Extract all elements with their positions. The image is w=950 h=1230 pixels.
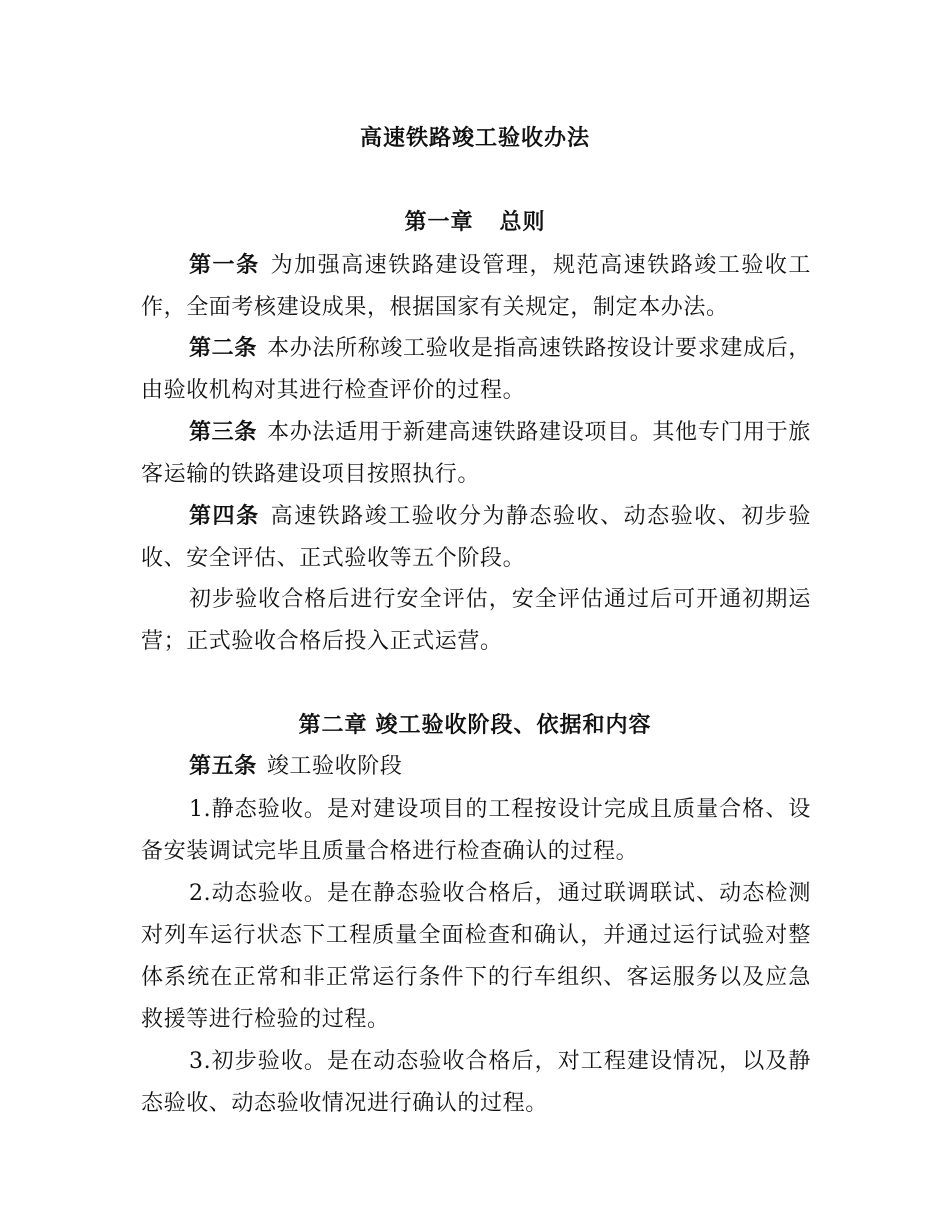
list-item-static-acceptance: 1.静态验收。是对建设项目的工程按设计完成且质量合格、设备安装调试完毕且质量合格进行检查确认的过程。 <box>141 797 811 864</box>
chapter-2-name: 竣工验收阶段、依据和内容 <box>375 712 652 738</box>
article-4-text: 高速铁路竣工验收分为静态验收、动态验收、初步验收、安全评估、正式验收等五个阶段。 <box>141 504 811 571</box>
chapter-1-label: 第一章 <box>404 209 474 235</box>
article-2-text: 本办法所称竣工验收是指高速铁路按设计要求建成后，由验收机构对其进行检查评价的过程。 <box>141 336 811 403</box>
chapter-1-heading <box>0 205 950 236</box>
article-4-paragraph: 初步验收合格后进行安全评估，安全评估通过后可开通初期运营；正式验收合格后投入正式运营。 <box>141 587 811 654</box>
article-2 <box>141 327 811 412</box>
article-5 <box>141 745 811 788</box>
article-2-label: 第二条 <box>189 335 257 361</box>
article-3-label: 第三条 <box>189 419 257 445</box>
article-4 <box>141 495 811 580</box>
chapter-2-label: 第二章 <box>298 712 368 738</box>
document-title: 高速铁路竣工验收办法 <box>359 125 590 151</box>
list-item-preliminary-acceptance: 3.初步验收。是在动态验收合格后，对工程建设情况，以及静态验收、动态验收情况进行确认的过程。 <box>141 1049 811 1116</box>
list-item-dynamic-acceptance: 2.动态验收。是在静态验收合格后，通过联调联试、动态检测对列车运行状态下工程质量全面检查和确认，并通过运行试验对整体系统在正常和非正常运行条件下的行车组织、客运服务以及应急救援等进行检验的过程。 <box>141 881 811 1032</box>
article-1 <box>141 244 811 329</box>
chapter-1-name: 总则 <box>499 209 546 235</box>
article-5-text: 竣工验收阶段 <box>266 754 403 779</box>
article-4-label: 第四条 <box>189 503 260 529</box>
chapter-2-heading <box>0 708 950 739</box>
article-5-label: 第五条 <box>189 753 257 779</box>
article-3 <box>141 411 811 496</box>
article-3-text: 本办法适用于新建高速铁路建设项目。其他专门用于旅客运输的铁路建设项目按照执行。 <box>141 420 811 487</box>
article-1-label: 第一条 <box>189 252 260 278</box>
article-1-text: 为加强高速铁路建设管理，规范高速铁路竣工验收工作，全面考核建设成果，根据国家有关规定，制定本办法。 <box>141 253 811 320</box>
